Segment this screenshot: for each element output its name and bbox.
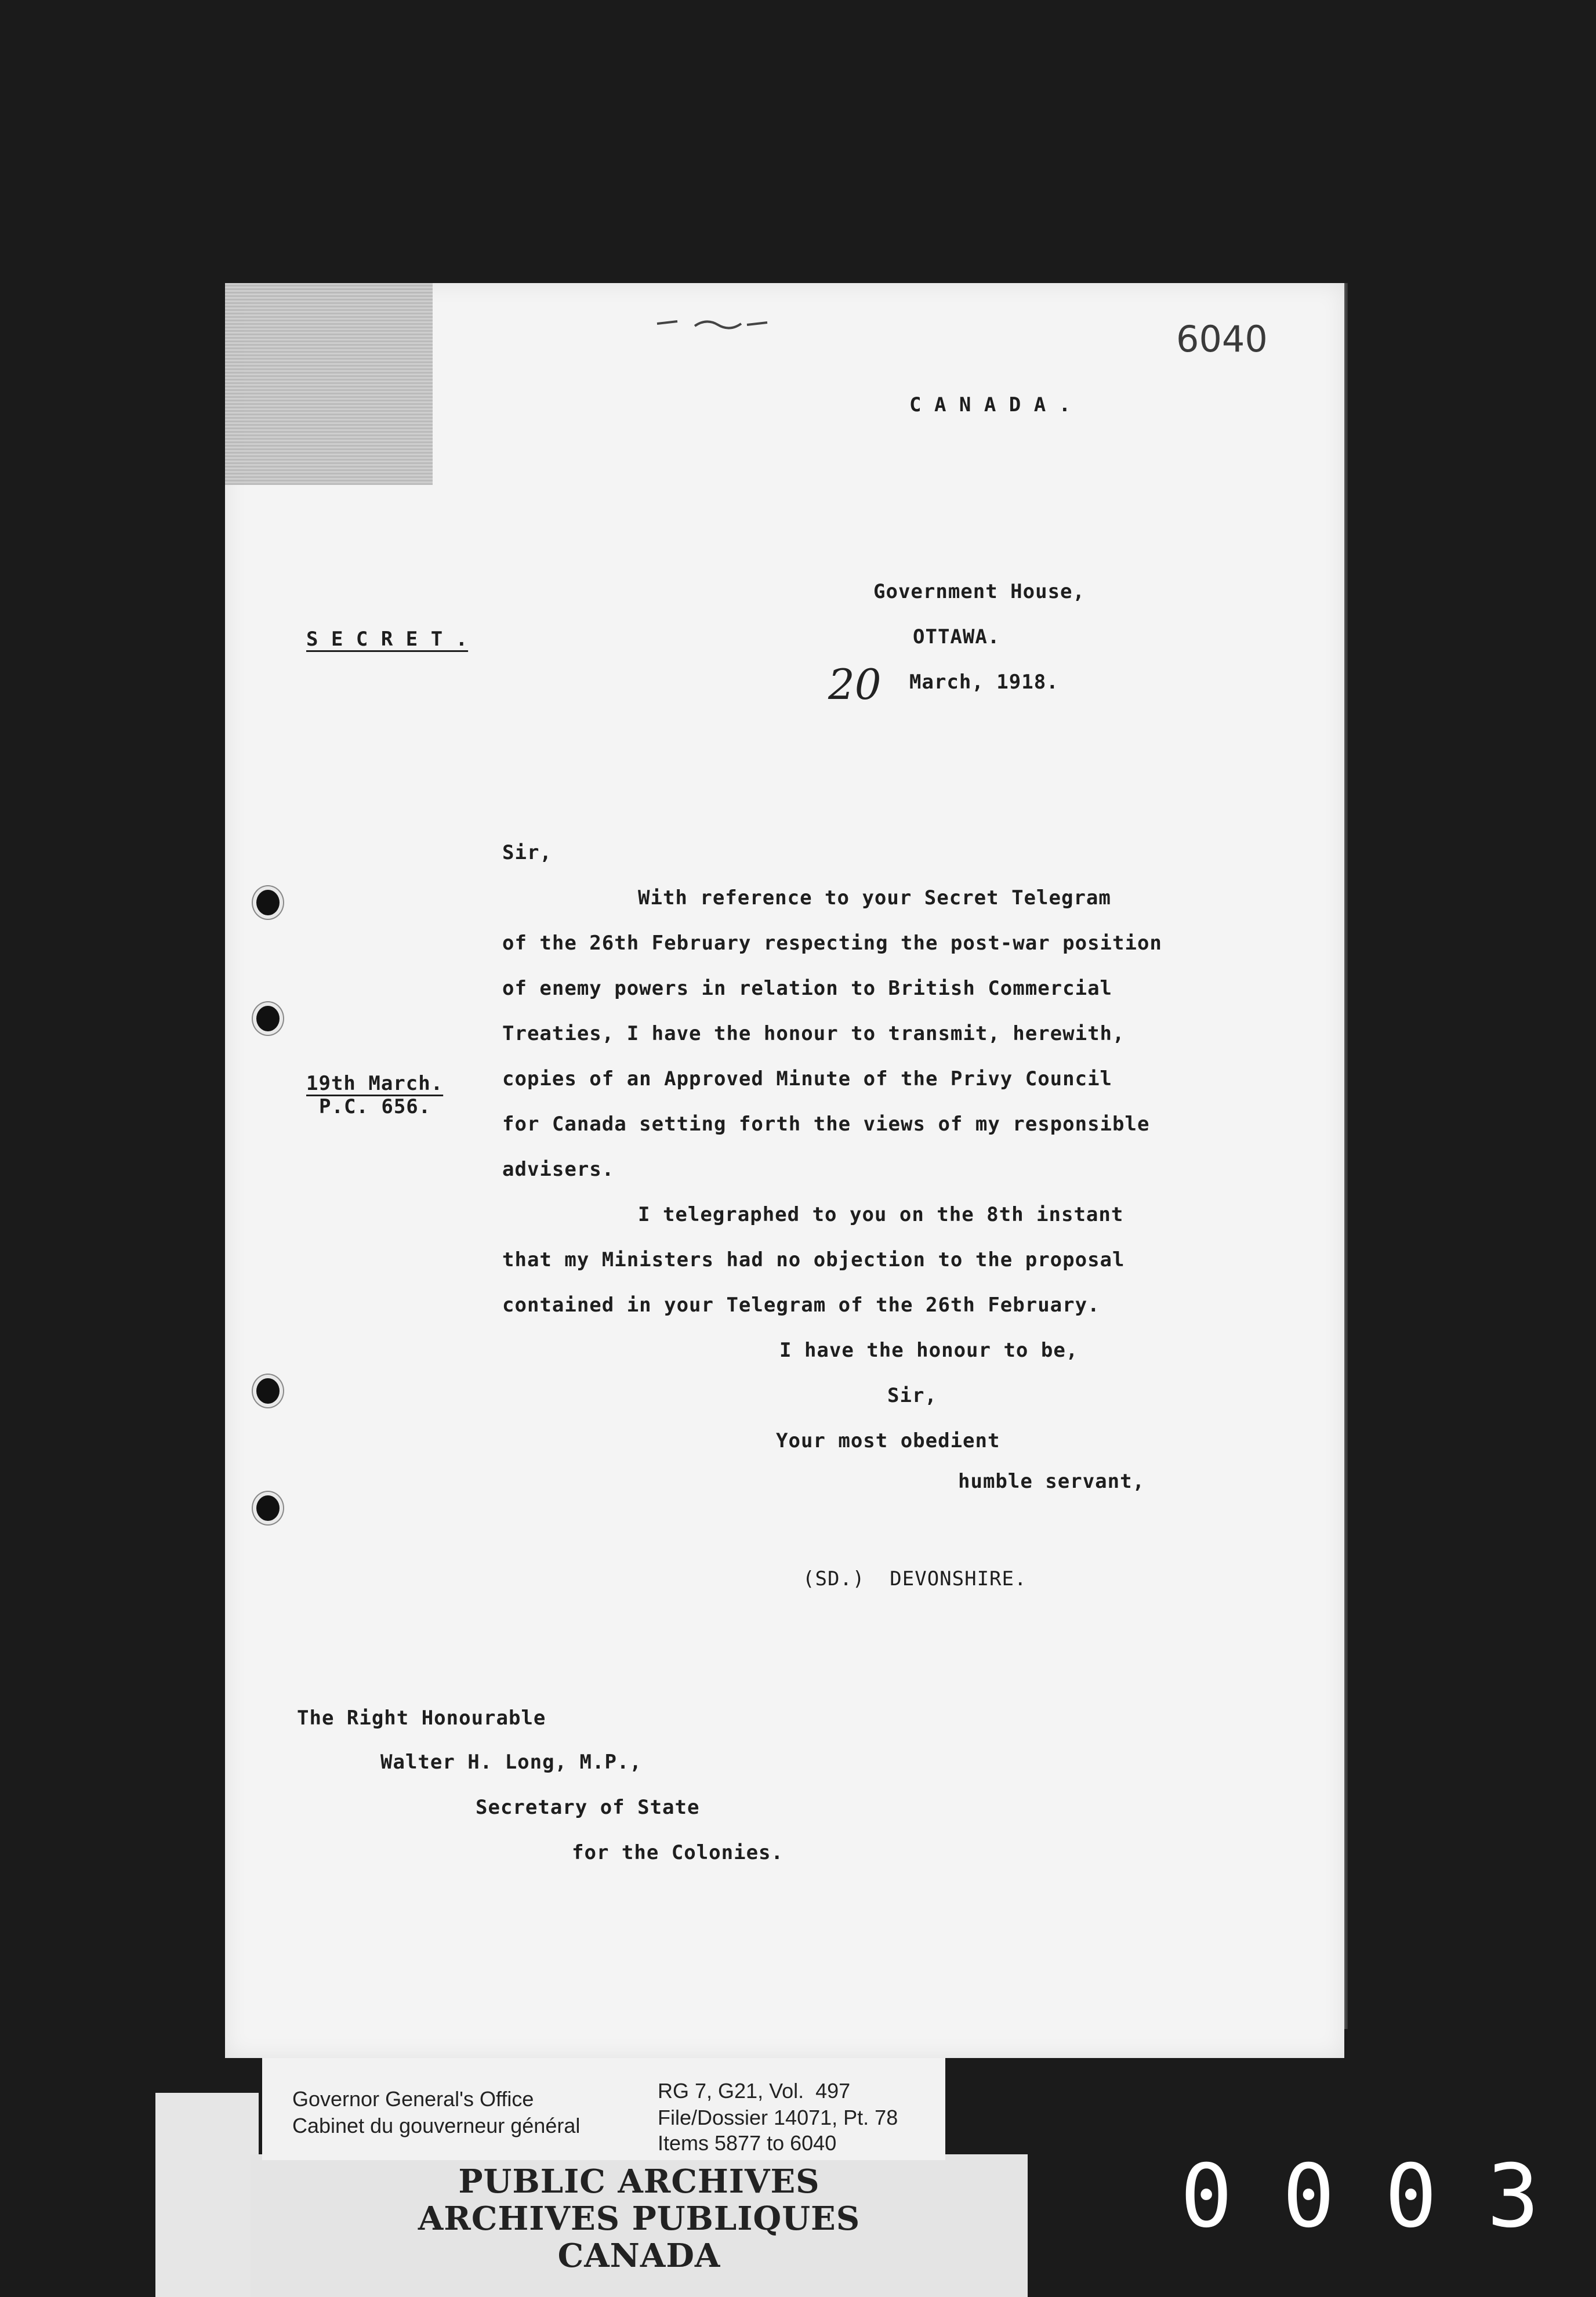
addressee-line-1: The Right Honourable bbox=[297, 1707, 546, 1730]
closing-line-4: humble servant, bbox=[958, 1470, 1145, 1493]
reference-line-3: Items 5877 to 6040 bbox=[658, 2131, 837, 2155]
reference-line-2: File/Dossier 14071, Pt. 78 bbox=[658, 2106, 898, 2129]
body-line: advisers. bbox=[502, 1158, 615, 1181]
frame-number: 0003 bbox=[1180, 2146, 1590, 2247]
address-line-2: OTTAWA. bbox=[913, 625, 1000, 648]
public-archives-band bbox=[251, 2154, 1028, 2297]
salutation: Sir, bbox=[502, 841, 552, 864]
page-number: 6040 bbox=[1176, 318, 1268, 360]
archives-line-country: CANADA bbox=[557, 2237, 721, 2275]
signature-line: (SD.) DEVONSHIRE. bbox=[803, 1567, 1027, 1590]
office-name-fr: Cabinet du gouverneur général bbox=[292, 2114, 581, 2137]
binder-hole bbox=[256, 890, 280, 915]
body-line: Treaties, I have the honour to transmit, herewith, bbox=[502, 1022, 1125, 1045]
body-line: of the 26th February respecting the post-war position bbox=[502, 932, 1162, 955]
office-name-en: Governor General's Office bbox=[292, 2087, 534, 2111]
body-line: copies of an Approved Minute of the Privy Council bbox=[502, 1067, 1113, 1090]
country-heading: C A N A D A . bbox=[909, 393, 1072, 416]
body-line: for Canada setting forth the views of my responsible bbox=[502, 1113, 1150, 1136]
binder-hole bbox=[256, 1495, 280, 1521]
archives-line-fr: ARCHIVES PUBLIQUES bbox=[418, 2200, 861, 2238]
closing-line-3: Your most obedient bbox=[776, 1429, 1000, 1452]
addressee-line-2: Walter H. Long, M.P., bbox=[380, 1751, 642, 1774]
addressee-line-4: for the Colonies. bbox=[572, 1841, 784, 1864]
binder-hole bbox=[256, 1006, 280, 1031]
closing-line-1: I have the honour to be, bbox=[779, 1339, 1079, 1362]
margin-note-order: P.C. 656. bbox=[319, 1095, 431, 1118]
addressee-line-3: Secretary of State bbox=[476, 1796, 700, 1819]
closing-line-2: Sir, bbox=[887, 1384, 937, 1407]
body-line: of enemy powers in relation to British Commercial bbox=[502, 977, 1113, 1000]
body-line: that my Ministers had no objection to the proposal bbox=[502, 1248, 1125, 1271]
archive-tab bbox=[155, 2093, 259, 2297]
archives-line-en: PUBLIC ARCHIVES bbox=[458, 2162, 820, 2201]
reference-line-1: RG 7, G21, Vol. 497 bbox=[658, 2079, 851, 2103]
archive-reference-label bbox=[262, 2058, 945, 2160]
pencil-scribble bbox=[654, 312, 770, 335]
binder-hole bbox=[256, 1378, 280, 1404]
body-line: I telegraphed to you on the 8th instant bbox=[638, 1203, 1124, 1226]
margin-note-date: 19th March. bbox=[306, 1072, 444, 1095]
classification-heading: S E C R E T . bbox=[306, 628, 469, 651]
handwritten-day: 20 bbox=[828, 660, 882, 709]
letter-page bbox=[225, 283, 1344, 2058]
body-line: With reference to your Secret Telegram bbox=[638, 886, 1111, 910]
date-line: March, 1918. bbox=[909, 671, 1059, 694]
body-line: contained in your Telegram of the 26th February. bbox=[502, 1294, 1100, 1317]
address-line-1: Government House, bbox=[873, 580, 1085, 603]
faded-stamp-area bbox=[225, 283, 433, 485]
